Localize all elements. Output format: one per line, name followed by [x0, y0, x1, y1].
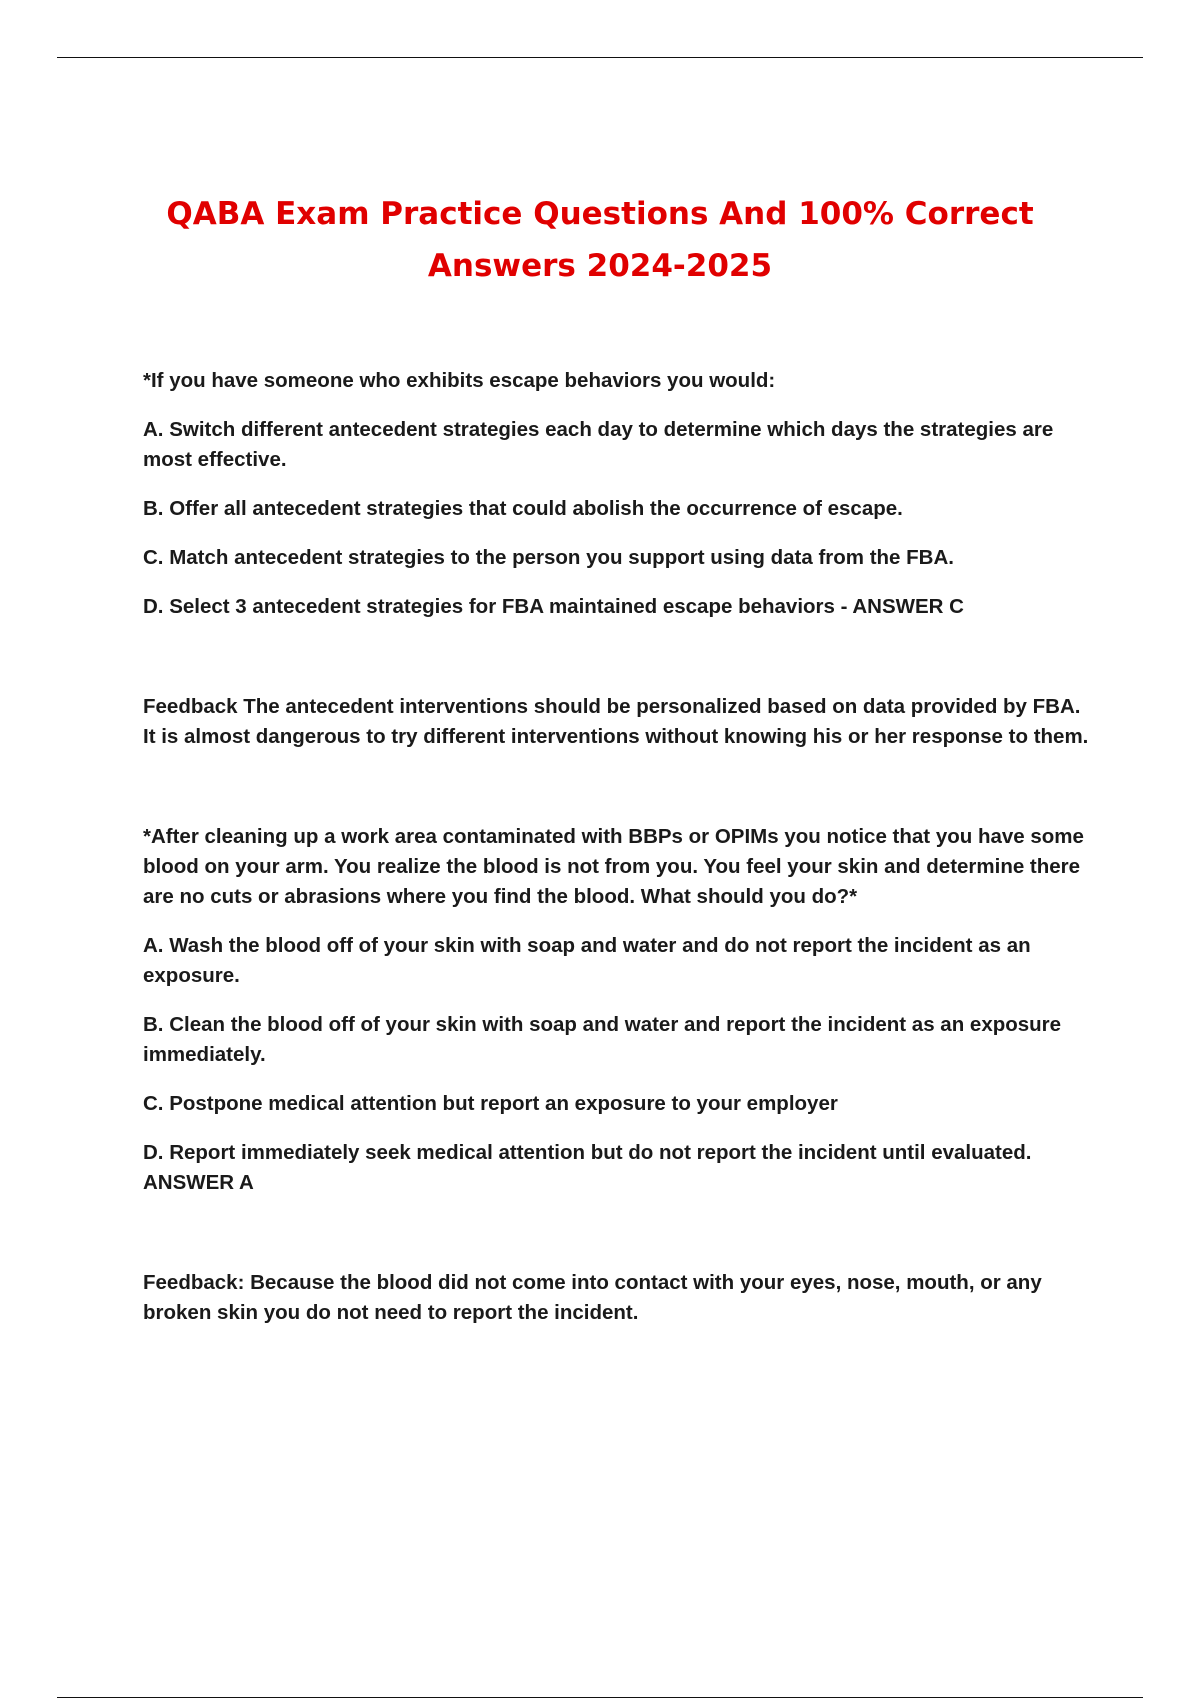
title-line-2: Answers 2024-2025	[427, 248, 773, 284]
bottom-rule	[57, 1697, 1143, 1698]
question-block-2	[143, 822, 1093, 1328]
answer-option-c: C. Postpone medical attention but report an exposure to your employer	[143, 1092, 838, 1115]
top-rule	[57, 57, 1143, 58]
document-body	[143, 366, 1093, 1347]
answer-option-d: D. Report immediately seek medical attention but do not report the incident until evaluated. ANSWER A	[143, 1141, 1032, 1194]
answer-option-b: B. Clean the blood off of your skin with soap and water and report the incident as an exposure immediately.	[143, 1013, 1062, 1066]
answer-option-d: D. Select 3 antecedent strategies for FBA maintained escape behaviors - ANSWER C	[143, 595, 964, 618]
answer-option-b: B. Offer all antecedent strategies that could abolish the occurrence of escape.	[143, 497, 903, 520]
feedback-text: Feedback The antecedent interventions should be personalized based on data provided by FBA. It is almost dangerous to try different interventions without knowing his or her response to them.	[143, 695, 1089, 748]
feedback-text: Feedback: Because the blood did not come into contact with your eyes, nose, mouth, or any broken skin you do not need to report the incident.	[143, 1271, 1042, 1324]
answer-option-a: A. Switch different antecedent strategies each day to determine which days the strategies are most effective.	[143, 418, 1054, 471]
page-title	[100, 188, 1100, 292]
question-block-1	[143, 366, 1093, 752]
answer-option-a: A. Wash the blood off of your skin with soap and water and do not report the incident as an exposure.	[143, 934, 1031, 987]
question-text: *After cleaning up a work area contaminated with BBPs or OPIMs you notice that you have some blood on your arm. You realize the blood is not from you. You feel your skin and determine there are no cuts or abrasions where you find the blood. What should you do?*	[143, 825, 1084, 908]
title-line-1: QABA Exam Practice Questions And 100% Correct	[166, 196, 1034, 232]
answer-option-c: C. Match antecedent strategies to the person you support using data from the FBA.	[143, 546, 954, 569]
question-text: *If you have someone who exhibits escape behaviors you would:	[143, 369, 776, 392]
